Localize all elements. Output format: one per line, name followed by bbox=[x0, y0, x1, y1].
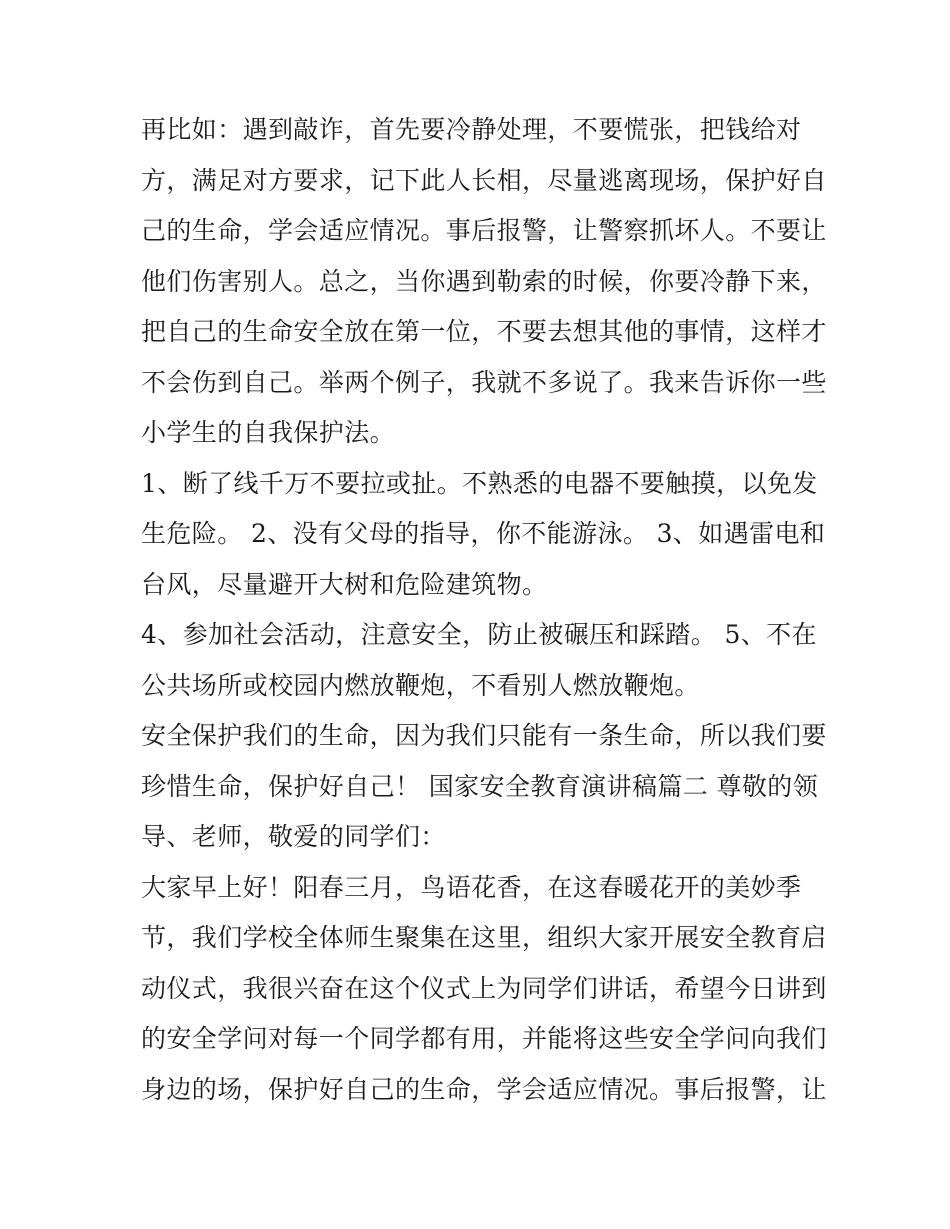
text-line: 动仪式，我很兴奋在这个仪式上为同学们讲话，希望今日讲到 bbox=[141, 974, 827, 1003]
text-line: 身边的场，保护好自己的生命，学会适应情况。事后报警，让 bbox=[141, 1075, 827, 1104]
text-line: 安全保护我们的生命，因为我们只能有一条生命，所以我们要 bbox=[141, 721, 827, 750]
text-line: 再比如：遇到敲诈，首先要冷静处理，不要慌张，把钱给对 bbox=[141, 115, 802, 144]
text-line: 不会伤到自己。举两个例子，我就不多说了。我来告诉你一些 bbox=[141, 368, 827, 397]
text-line: 节，我们学校全体师生聚集在这里，组织大家开展安全教育启 bbox=[141, 923, 827, 952]
text-line: 4、参加社会活动，注意安全，防止被碾压和踩踏。 5、不在 bbox=[141, 620, 817, 649]
text-line: 珍惜生命，保护好自己！ 国家安全教育演讲稿篇二 尊敬的领 bbox=[141, 772, 819, 801]
text-line: 导、老师，敬爱的同学们： bbox=[141, 822, 446, 851]
text-line: 己的生命，学会适应情况。事后报警，让警察抓坏人。不要让 bbox=[141, 216, 827, 245]
text-line: 他们伤害别人。总之，当你遇到勒索的时候，你要冷静下来， bbox=[141, 267, 827, 296]
text-line: 台风，尽量避开大树和危险建筑物。 bbox=[141, 570, 548, 599]
text-line: 1、断了线千万不要拉或扯。不熟悉的电器不要触摸，以免发 bbox=[141, 469, 818, 498]
text-line: 方，满足对方要求，记下此人长相，尽量逃离现场，保护好自 bbox=[141, 166, 827, 195]
text-line: 生危险。 2、没有父母的指导，你不能游泳。 3、如遇雷电和 bbox=[141, 519, 826, 548]
text-line: 公共场所或校园内燃放鞭炮，不看别人燃放鞭炮。 bbox=[141, 671, 700, 700]
text-line: 大家早上好！阳春三月，鸟语花香，在这春暖花开的美妙季 bbox=[141, 873, 802, 902]
text-line: 把自己的生命安全放在第一位，不要去想其他的事情，这样才 bbox=[141, 317, 827, 346]
text-line: 小学生的自我保护法。 bbox=[141, 418, 396, 447]
text-line: 的安全学问对每一个同学都有用，并能将这些安全学问向我们 bbox=[141, 1024, 827, 1053]
